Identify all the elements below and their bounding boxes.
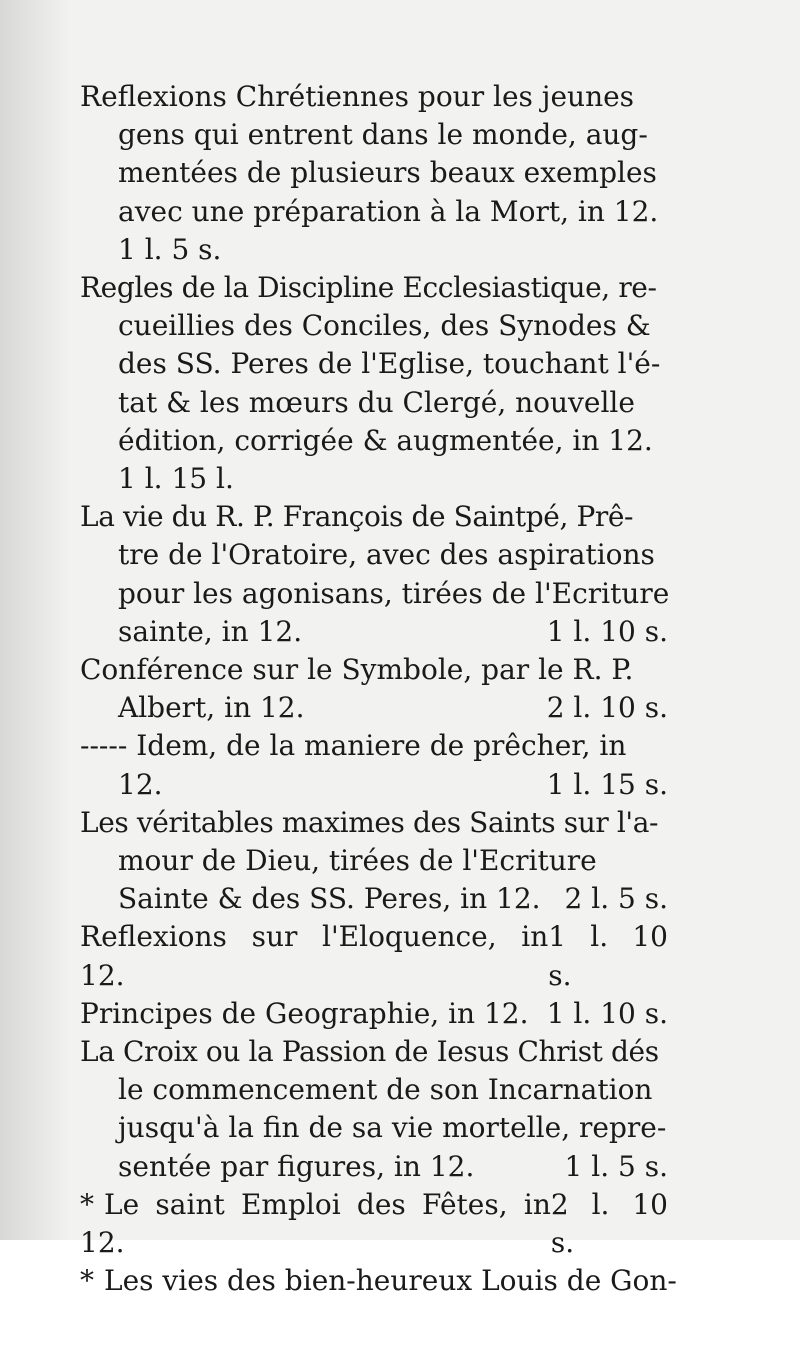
catalogue-entry: [80, 995, 670, 1033]
catalogue-entry: [80, 727, 670, 803]
entry-line: sentée par figures, in 12.: [118, 1149, 475, 1183]
entry-line: 12.: [118, 767, 163, 801]
entry-line: mour de Dieu, tirées de l'Ecriture: [118, 844, 597, 878]
entry-last-line: [80, 918, 670, 994]
entry-line: ----- Idem, de la maniere de prêcher, in: [80, 729, 627, 763]
entry-price: 1 l. 15 l.: [118, 462, 234, 496]
entry-price: 2 l. 5 s.: [564, 882, 668, 916]
entry-line: mentées de plusieurs beaux exemples: [118, 156, 657, 190]
entry-starred-line: [80, 1262, 677, 1300]
entry-starred-text: [80, 1186, 551, 1262]
entry-line: Albert, in 12.: [118, 691, 305, 725]
entry-last-line: [80, 995, 670, 1033]
catalogue-entry: [80, 1033, 670, 1186]
entry-line: tat & les mœurs du Clergé, nouvelle: [118, 385, 635, 419]
entry-line: cueillies des Conciles, des Synodes &: [118, 309, 651, 343]
entry-line: avec une préparation à la Mort, in 12.: [118, 194, 659, 228]
entry-line: pour les agonisans, tirées de l'Ecriture: [118, 576, 670, 610]
asterisk-marker: *: [80, 1264, 94, 1298]
entry-last-line: [80, 613, 670, 651]
entry-line: des SS. Peres de l'Eglise, touchant l'é-: [118, 347, 661, 381]
entry-last-line: [80, 766, 670, 804]
entry-line: La Croix ou la Passion de Iesus Christ dés: [80, 1035, 659, 1069]
entry-line: Principes de Geographie, in 12.: [80, 996, 529, 1030]
catalogue-entry: [80, 804, 670, 919]
catalogue-entry: [80, 498, 670, 651]
entry-price: 1 l. 5 s.: [118, 232, 222, 266]
entry-line: Les vies des bien-heureux Louis de Gon-: [104, 1264, 677, 1298]
entry-line: jusqu'à la fin de sa vie mortelle, repre-: [118, 1111, 667, 1145]
entry-line: tre de l'Oratoire, avec des aspirations: [118, 538, 655, 572]
catalogue-entry: [80, 78, 670, 269]
entry-price: 2 l. 10 s.: [546, 691, 668, 725]
catalogue-entry: [80, 1262, 677, 1300]
entry-line: Sainte & des SS. Peres, in 12.: [118, 882, 541, 916]
entry-line: La vie du R. P. François de Saintpé, Prê-: [80, 500, 634, 534]
entry-line: le commencement de son Incarnation: [118, 1073, 653, 1107]
catalogue-entry: [80, 918, 670, 994]
entry-line: Le saint Emploi des Fêtes, in 12.: [80, 1187, 551, 1260]
entry-price: 1 l. 10 s.: [548, 920, 668, 992]
page-gutter-shadow: [0, 0, 70, 1240]
entry-last-line: [80, 1186, 670, 1262]
entry-line: Conférence sur le Symbole, par le R. P.: [80, 653, 634, 687]
entry-price: 1 l. 10 s.: [546, 996, 668, 1030]
entry-price: 1 l. 10 s.: [546, 614, 668, 648]
catalogue-entry: [80, 651, 670, 727]
entry-line: Reflexions Chrétiennes pour les jeunes: [80, 80, 635, 113]
catalogue-entries: [80, 78, 677, 1301]
catalogue-entry: [80, 1186, 670, 1262]
entry-last-line: [80, 1148, 670, 1186]
asterisk-marker: *: [80, 1187, 94, 1221]
entry-line: Reflexions sur l'Eloquence, in 12.: [80, 920, 549, 992]
entry-last-line: [80, 880, 670, 918]
entry-price: 1 l. 5 s.: [564, 1149, 668, 1183]
entry-line: Les véritables maximes des Saints sur l'a-: [80, 805, 659, 839]
entry-line: édition, corrigée & augmentée, in 12.: [118, 423, 653, 457]
entry-price: 2 l. 10 s.: [550, 1187, 668, 1260]
entry-line: gens qui entrent dans le monde, aug-: [118, 118, 648, 152]
entry-line: Regles de la Discipline Ecclesiastique, re-: [80, 271, 657, 305]
entry-price: 1 l. 15 s.: [546, 767, 668, 801]
catalogue-entry: [80, 269, 670, 498]
entry-last-line: [80, 689, 670, 727]
entry-line: sainte, in 12.: [118, 614, 303, 648]
